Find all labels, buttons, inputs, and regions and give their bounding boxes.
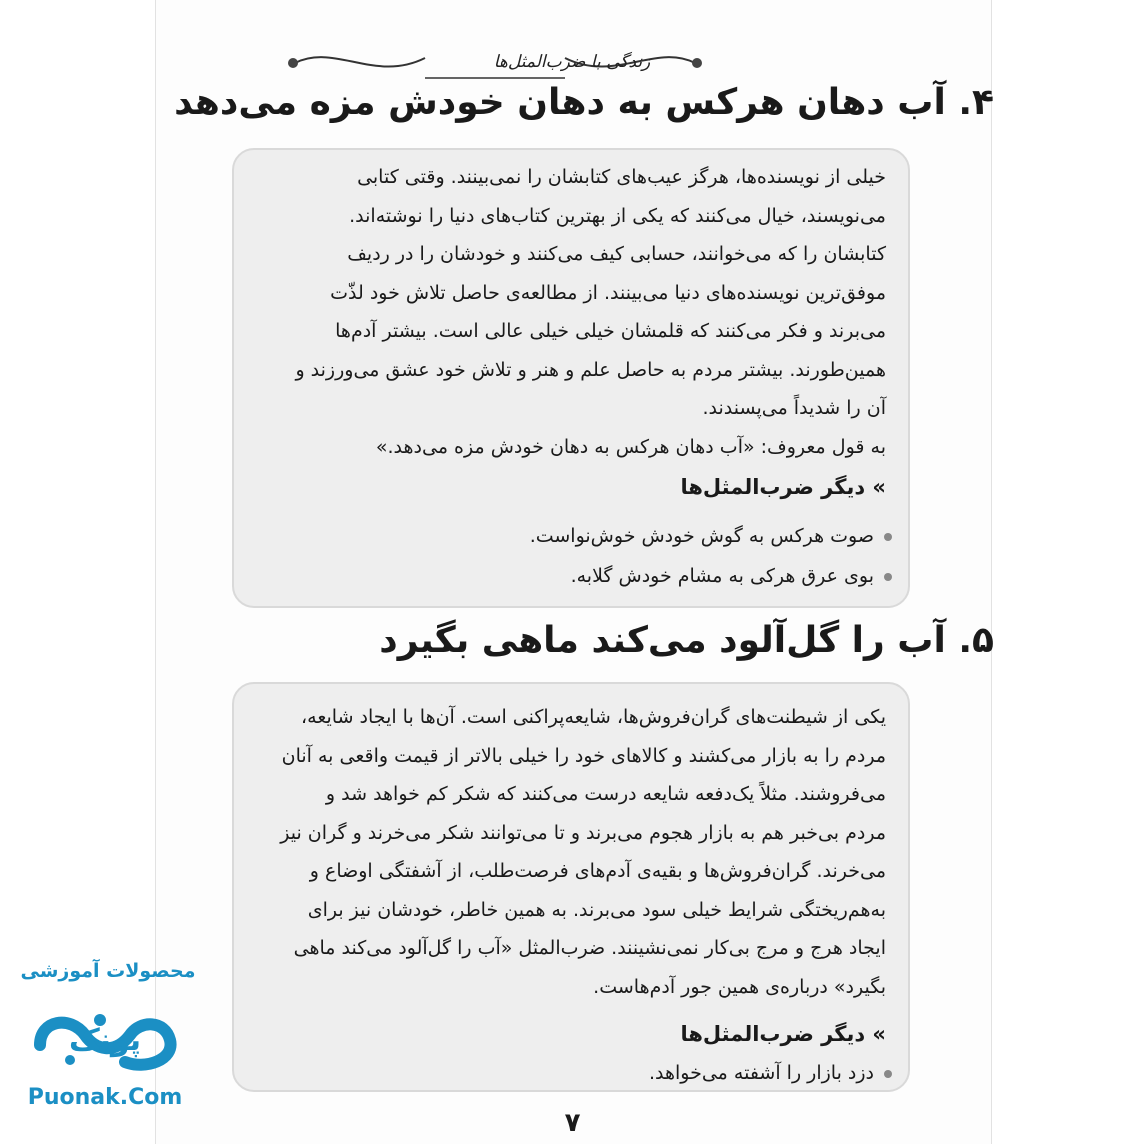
bullet-item: دزد بازار را آشفته می‌خواهد. xyxy=(649,1062,892,1084)
running-header: زندگی با ضرب‌المثل‌ها xyxy=(493,52,651,72)
text-line: یکی از شیطنت‌های گران‌فروش‌ها، شایعه‌پراکنی است. آن‌ها با ایجاد شایعه، xyxy=(301,706,886,728)
text-line: همین‌طورند. بیشتر مردم به حاصل علم و هنر و تلاش خود عشق می‌ورزند و xyxy=(295,358,886,381)
section-4-box xyxy=(232,148,910,608)
section-4-paragraph xyxy=(246,158,886,466)
section-5-box xyxy=(232,682,910,1092)
bullet-icon xyxy=(884,533,892,541)
text-line: می‌نویسند، خیال می‌کنند که یکی از بهترین کتاب‌های دنیا را نوشته‌اند. xyxy=(349,204,886,227)
bullet-icon xyxy=(884,1070,892,1078)
section-5-paragraph xyxy=(246,698,886,1006)
text-line: به‌هم‌ریختگی شرایط خیلی سود می‌برند. به همین خاطر، خودشان نیز برای xyxy=(307,898,886,921)
brand-name: پونک xyxy=(68,1023,142,1058)
text-line: مردم را به بازار می‌کشند و کالاهای خود را خیلی بالاتر از قیمت واقعی به آنان xyxy=(281,744,886,767)
text-line: مردم بی‌خبر هم به بازار هجوم می‌برند و تا می‌توانند شکر می‌خرند و گران نیز xyxy=(280,821,886,844)
more-proverbs-heading: » دیگر ضرب‌المثل‌ها xyxy=(680,475,886,499)
text-line: می‌برند و فکر می‌کنند که قلمشان خیلی خیلی عالی است. بیشتر آدم‌ها xyxy=(335,320,886,342)
page-number: ۷ xyxy=(564,1108,581,1138)
text-line: بگیرد» درباره‌ی همین جور آدم‌هاست. xyxy=(593,975,886,998)
section-5-heading: ۵. آب را گل‌آلود می‌کند ماهی بگیرد xyxy=(379,620,994,661)
quote-line: به قول معروف: «آب دهان هرکس به دهان خودش مزه می‌دهد.» xyxy=(375,435,886,458)
bullet-item: صوت هرکس به گوش خودش خوش‌نواست. xyxy=(530,525,892,547)
watermark-url: Puonak.Com xyxy=(27,1085,183,1110)
text-line: موفق‌ترین نویسنده‌های دنیا می‌بینند. از مطالعه‌ی حاصل تلاش خود لذّت xyxy=(330,281,886,304)
text-line: آن را شدیداً می‌پسندند. xyxy=(702,397,886,419)
brand-logo-icon xyxy=(30,1000,180,1075)
more-proverbs-heading: » دیگر ضرب‌المثل‌ها xyxy=(680,1022,886,1046)
section-4-heading: ۴. آب دهان هرکس به دهان خودش مزه می‌دهد xyxy=(174,82,994,123)
bullet-icon xyxy=(884,573,892,581)
text-line: می‌خرند. گران‌فروش‌ها و بقیه‌ی آدم‌های فرصت‌طلب، از آشفتگی اوضاع و xyxy=(309,860,886,882)
text-line: می‌فروشند. مثلاً یک‌دفعه شایعه درست می‌کنند که شکر کم خواهد شد و xyxy=(325,783,886,805)
watermark-tagline: محصولات آموزشی xyxy=(20,960,196,982)
text-line: ایجاد هرج و مرج بی‌کار نمی‌نشینند. ضرب‌المثل «آب را گل‌آلود می‌کند ماهی xyxy=(293,937,886,959)
bullet-item: بوی عرق هرکی به مشام خودش گلابه. xyxy=(571,565,892,587)
text-line: خیلی از نویسنده‌ها، هرگز عیب‌های کتابشان را نمی‌بینند. وقتی کتابی xyxy=(357,166,886,188)
text-line: کتابشان را که می‌خوانند، حسابی کیف می‌کنند و خودشان را در ردیف xyxy=(347,243,886,265)
